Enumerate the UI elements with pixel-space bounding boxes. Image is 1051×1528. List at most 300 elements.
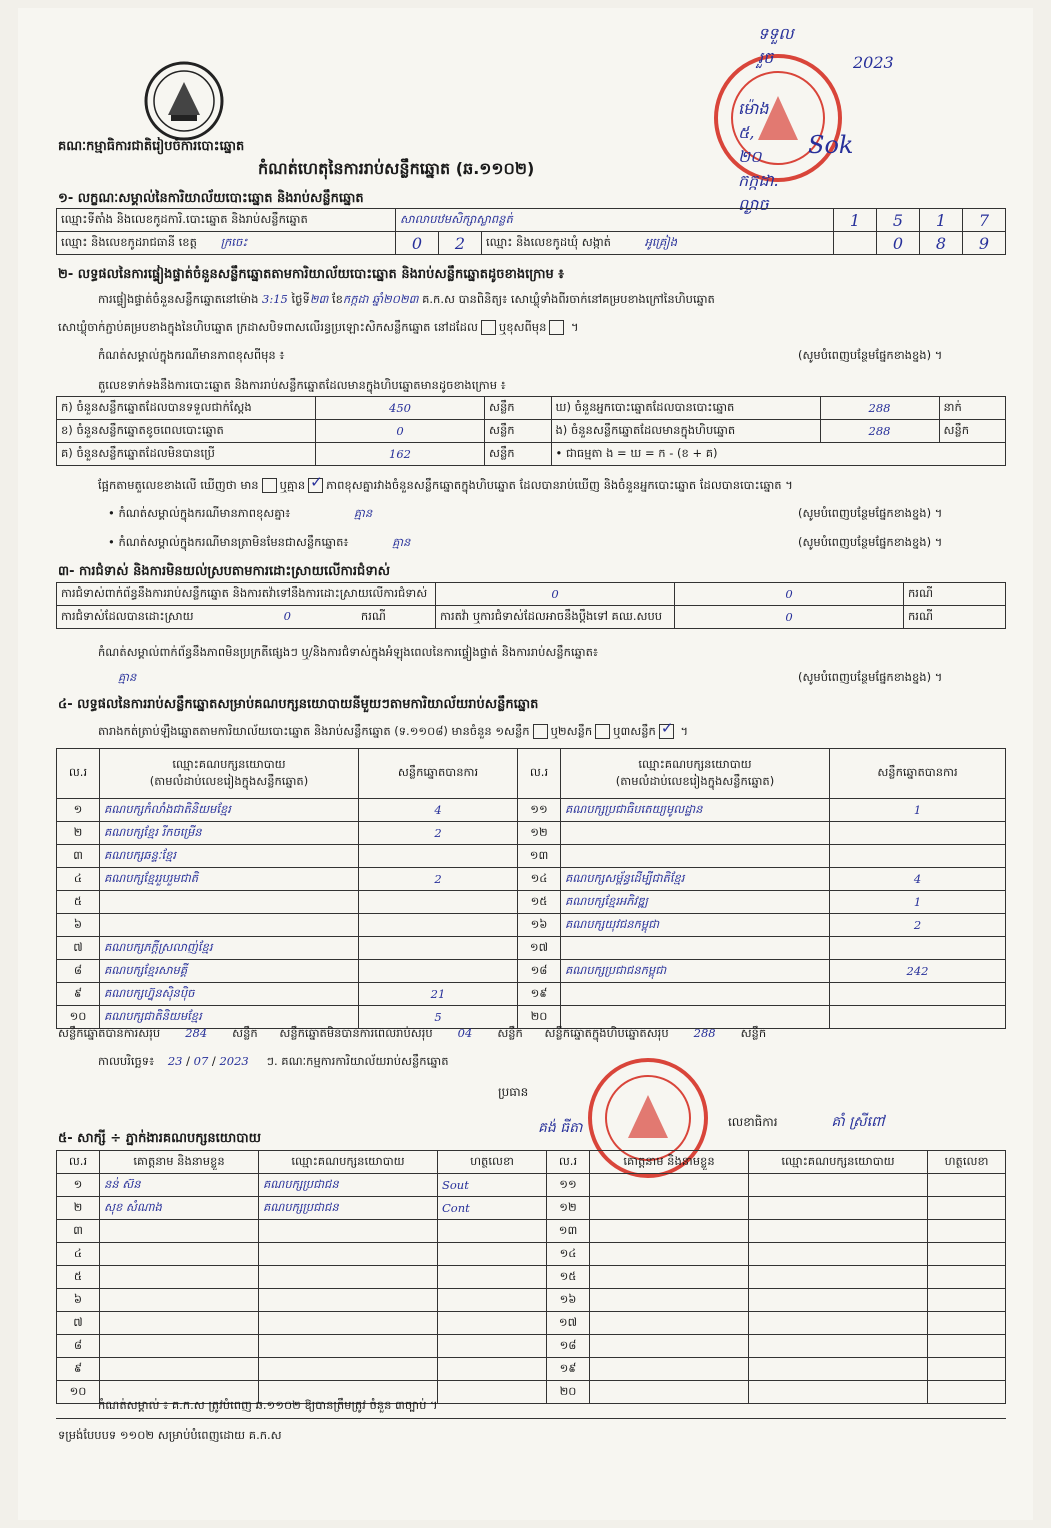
seal-note-line — [108, 535, 410, 552]
party-no: ១៣ — [518, 845, 561, 868]
formula-note: • ជាធម្មតា ង = ឃ = ក - (ខ + គ) — [551, 443, 1006, 466]
col-votes: សន្លឹកឆ្នោតបានការ — [830, 749, 1006, 799]
witness-name — [590, 1266, 749, 1289]
party-name: គណបក្សខ្មែររួបរួមជាតិ — [100, 868, 359, 891]
col-name: គោត្តនាម និងនាមខ្លួន — [100, 1151, 259, 1174]
form-note: ទម្រង់បែបបទ ១១០២ សម្រាប់បំពេញដោយ គ.ក.ស — [58, 1428, 282, 1442]
office-code-digit: 5 — [877, 209, 920, 232]
party-votes: 2 — [359, 868, 518, 891]
section-4-heading: ៤- លទ្ធផលនៃការរាប់សន្លឹកឆ្នោតសម្រាប់គណបក្សនយោបាយនីមួយៗតាមការិយាល័យរាប់សន្លឹកឆ្នោត — [58, 697, 539, 712]
ballot-figures-table — [56, 396, 1006, 466]
party-no: ១៦ — [518, 914, 561, 937]
party-no: ១៧ — [518, 937, 561, 960]
section-3-heading: ៣- ការជំទាស់ និងការមិនយល់ស្របតាមការដោះស្រាយលើការជំទាស់ — [58, 564, 390, 579]
discrepancy-text: ភាពខុសគ្នារវាងចំនួនសន្លឹកឆ្នោតក្នុងហិបឆ្នោត ដែលបានរាប់ឃើញ និងចំនួនអ្នកបោះឆ្នោត ដែលបានបោះឆ្នោត ។ — [326, 478, 793, 492]
party-no: ១៤ — [518, 868, 561, 891]
witness-no: ៧ — [57, 1312, 100, 1335]
party-name: គណបក្សយុវជនកម្ពុជា — [561, 914, 830, 937]
seal-note-label: • កំណត់សម្គាល់ក្នុងករណីមានត្រាមិនមែនជាសន្លឹកឆ្នោត៖ — [108, 535, 349, 549]
one-sheet-checkbox[interactable] — [533, 724, 548, 739]
witness-name: នន់ ស៊ន — [100, 1174, 259, 1197]
verification-day: ២៣ — [309, 292, 329, 306]
office-code-digit: 1 — [834, 209, 877, 232]
witness-name — [100, 1266, 259, 1289]
party-no: ៣ — [57, 845, 100, 868]
verification-month: កក្កដា ឆ្នាំ២០២៣ — [342, 292, 419, 306]
party-result-row — [57, 822, 1006, 845]
committee-label: ៗ. គណៈកម្មការការិយាល័យរាប់សន្លឹកឆ្នោត — [266, 1054, 449, 1068]
witness-signature — [928, 1266, 1006, 1289]
col-party-title: ឈ្មោះគណបក្សនយោបាយ — [638, 756, 752, 771]
party-votes — [359, 937, 518, 960]
figure-label: ក) ចំនួនសន្លឹកឆ្នោតដែលបានទទួលជាក់ស្តែង — [57, 397, 316, 420]
party-name — [561, 822, 830, 845]
complaints-label: ការជំទាស់ពាក់ព័ន្ធនឹងការរាប់សន្លឹកឆ្នោត និងការតវ៉ាទៅនឹងការដោះស្រាយលើការជំទាស់ — [57, 583, 436, 606]
col-no: ល.រ — [518, 749, 561, 799]
witness-name — [590, 1243, 749, 1266]
verification-time-label: ការផ្ទៀងផ្ទាត់ចំនួនសន្លឹកឆ្នោតនៅម៉ោង — [98, 292, 259, 306]
witness-row — [57, 1174, 1006, 1197]
date-label: កាលបរិច្ឆេទ៖ — [98, 1054, 155, 1068]
fill-hint: (សូមបំពេញបន្ថែមផ្នែកខាងខ្នង) ។ — [798, 506, 943, 520]
figure-value: 288 — [820, 420, 939, 443]
witness-no: ១៥ — [547, 1266, 590, 1289]
witness-name — [590, 1220, 749, 1243]
invalid-total-value: 04 — [457, 1026, 473, 1040]
party-no: ២០ — [518, 1006, 561, 1029]
president-name: គង់ ធីតា — [538, 1120, 583, 1136]
witness-row — [57, 1335, 1006, 1358]
province-code-digit: 2 — [439, 232, 482, 255]
witness-no: ១៦ — [547, 1289, 590, 1312]
party-votes: 1 — [830, 799, 1006, 822]
discrepancy-no-checkbox[interactable] — [308, 478, 323, 493]
party-no: ១៨ — [518, 960, 561, 983]
witness-signature: Cont — [438, 1197, 547, 1220]
witness-no: ៦ — [57, 1289, 100, 1312]
date-line: កាលបរិច្ឆេទ៖ 23 / 07 / 2023 ៗ. គណៈកម្មការការិយាល័យរាប់សន្លឹកឆ្នោត — [98, 1054, 449, 1068]
witness-signature — [928, 1335, 1006, 1358]
party-result-row — [57, 983, 1006, 1006]
witness-no: ១៨ — [547, 1335, 590, 1358]
diff-note-value: គ្មាន — [353, 506, 373, 520]
verification-text: គ.ក.ស បានពិនិត្យ៖ សោឃ្លុំទាំងពីរចាក់នៅគម្របខាងក្រៅនៃហិបឆ្នោត — [422, 292, 715, 306]
resolved-unit: ករណី — [360, 608, 386, 623]
party-name: គណបក្សខ្មែរសាមគ្គី — [100, 960, 359, 983]
col-votes: សន្លឹកឆ្នោតបានការ — [359, 749, 518, 799]
different-label: ឬខុសពីមុន — [498, 320, 547, 334]
witness-name — [100, 1335, 259, 1358]
witness-no: ១១ — [547, 1174, 590, 1197]
witness-party — [259, 1289, 438, 1312]
witness-name — [590, 1335, 749, 1358]
witness-party — [749, 1197, 928, 1220]
party-votes — [830, 822, 1006, 845]
secretary-label: លេខាធិការ — [728, 1115, 778, 1129]
party-no: ៩ — [57, 983, 100, 1006]
party-no: ១៩ — [518, 983, 561, 1006]
col-no: ល.រ — [57, 749, 100, 799]
witness-name — [100, 1312, 259, 1335]
resolved-cell — [57, 606, 436, 629]
witness-no: ៨ — [57, 1335, 100, 1358]
invalid-total-label: សន្លឹកឆ្នោតមិនបានការពេលរាប់សរុប — [279, 1026, 433, 1040]
fill-hint: (សូមបំពេញបន្ថែមផ្នែកខាងខ្នង) ។ — [798, 670, 943, 684]
witness-party: គណបក្សប្រជាជន — [259, 1197, 438, 1220]
appeal-value: 0 — [675, 606, 904, 629]
date-day: 23 — [167, 1054, 183, 1068]
one-sheet-label: តារាងកត់ត្រាប់ឡឹងឆ្នោតតាមការិយាល័យបោះឆ្នោត និងរាប់សន្លឹកឆ្នោត (ទ.១១០៨) មានចំនួន ១សន្លឹក — [98, 724, 530, 738]
tally-sheet-line: តារាងកត់ត្រាប់ឡឹងឆ្នោតតាមការិយាល័យបោះឆ្នោត និងរាប់សន្លឹកឆ្នោត (ទ.១១០៨) មានចំនួន ១សន្លឹក ឬ២សន្លឹក ឬ៣សន្លឹក✓ ។ — [98, 724, 688, 741]
verification-line-1 — [98, 292, 715, 309]
witness-no: ១ — [57, 1174, 100, 1197]
box-total-value: 288 — [693, 1026, 716, 1040]
witness-party — [749, 1312, 928, 1335]
party-name — [561, 937, 830, 960]
witness-signature — [928, 1243, 1006, 1266]
complaints-unit: ករណី — [904, 583, 1006, 606]
discrepancy-check-line — [98, 478, 793, 495]
province-code-digit: 0 — [396, 232, 439, 255]
witness-no: ១២ — [547, 1197, 590, 1220]
witness-party — [259, 1243, 438, 1266]
party-name — [100, 914, 359, 937]
figure-value: 162 — [316, 443, 485, 466]
president-label: ប្រធាន — [498, 1085, 529, 1099]
difference-note-label: កំណត់សម្គាល់ក្នុងករណីមានភាពខុសពីមុន ៖ — [98, 348, 285, 362]
figure-unit: នាក់ — [939, 397, 1006, 420]
party-result-row — [57, 960, 1006, 983]
resolved-value: 0 — [283, 608, 291, 623]
province-value: ក្រចេះ — [220, 234, 248, 249]
figure-label: គ) ចំនួនសន្លឹកឆ្នោតដែលមិនបានប្រើ — [57, 443, 316, 466]
fill-hint: (សូមបំពេញបន្ថែមផ្នែកខាងខ្នង) ។ — [798, 535, 943, 549]
col-name: គោត្តនាម និងនាមខ្លួន — [590, 1151, 749, 1174]
witness-name — [590, 1312, 749, 1335]
party-name — [561, 845, 830, 868]
witness-signature — [928, 1358, 1006, 1381]
witness-row — [57, 1243, 1006, 1266]
party-no: ១៥ — [518, 891, 561, 914]
valid-total-label: សន្លឹកឆ្នោតបានការសរុប — [58, 1026, 161, 1040]
party-no: ១ — [57, 799, 100, 822]
col-no: ល.រ — [547, 1151, 590, 1174]
party-name: គណបក្សជាតិនិយមខ្មែរ — [100, 1006, 359, 1029]
received-time: ម៉ោង ៥, ២០ កក្កដា. ល្ងាច — [738, 99, 779, 214]
figure-value: 450 — [316, 397, 485, 420]
verification-text-2: សោឃ្លុំចាក់ភ្ជាប់គម្របខាងក្នុងនៃហិបឆ្នោត ក្រដាសបិទពាសលើរន្ធប្រឡោះសិកសន្លឹកឆ្នោត នៅដដែល — [58, 320, 478, 334]
party-no: ១២ — [518, 822, 561, 845]
different-checkbox[interactable] — [549, 320, 564, 335]
complaints-table — [56, 582, 1006, 629]
valid-total-unit: សន្លឹក — [232, 1026, 258, 1040]
witness-no: ២ — [57, 1197, 100, 1220]
witness-signature — [438, 1335, 547, 1358]
appeal-label: ការតវ៉ា ឬការជំទាស់ដែលអាចនឹងប្តឹងទៅ គឈ.សបប — [436, 606, 675, 629]
province-label-text: ឈ្មោះ និងលេខកូដរាជធានី ខេត្ត — [61, 234, 197, 249]
party-votes — [830, 937, 1006, 960]
irregularity-note-value: គ្មាន — [118, 670, 137, 684]
witness-no: ៩ — [57, 1358, 100, 1381]
party-name — [561, 983, 830, 1006]
witness-signature — [438, 1243, 547, 1266]
witness-signature: Sout — [438, 1174, 547, 1197]
nec-emblem-icon — [143, 60, 225, 142]
party-no: ២ — [57, 822, 100, 845]
witness-name — [590, 1197, 749, 1220]
party-name — [100, 891, 359, 914]
secretary-line — [728, 1112, 884, 1133]
two-sheet-label: ឬ២សន្លឹក — [550, 724, 593, 738]
witness-row — [57, 1358, 1006, 1381]
party-votes — [830, 1006, 1006, 1029]
secretary-name: គាំ ស្រីពៅ — [831, 1114, 885, 1130]
party-name: គណបក្សប្រជាធិបតេយ្យមូលដ្ឋាន — [561, 799, 830, 822]
witness-signature — [928, 1197, 1006, 1220]
party-no: ១១ — [518, 799, 561, 822]
commune-value: អូគ្រៀង — [644, 234, 678, 249]
received-word: ទទួលរួច — [758, 24, 794, 67]
three-sheet-checkbox[interactable] — [659, 724, 674, 739]
divider — [56, 1418, 1006, 1419]
discrepancy-yes-checkbox[interactable] — [262, 478, 277, 493]
witness-signature — [438, 1312, 547, 1335]
witness-name — [100, 1289, 259, 1312]
province-label — [57, 232, 396, 255]
col-party — [100, 749, 359, 799]
party-result-row — [57, 845, 1006, 868]
party-votes: 4 — [830, 868, 1006, 891]
verification-time: 3:15 — [262, 292, 288, 306]
party-votes: 2 — [830, 914, 1006, 937]
party-votes — [359, 914, 518, 937]
party-name: គណបក្សខ្មែរអភិវឌ្ឍ — [561, 891, 830, 914]
witness-signature — [438, 1358, 547, 1381]
col-party-sub: (តាមលំដាប់លេខរៀងក្នុងសន្លឹកឆ្នោត) — [149, 773, 309, 788]
witness-no: ១០ — [57, 1381, 100, 1404]
party-name: គណបក្សកំលាំងជាតិនិយមខ្មែរ — [100, 799, 359, 822]
office-label: ឈ្មោះទីតាំង និងលេខកូដការិ.បោះឆ្នោត និងរាប់សន្លឹកឆ្នោត — [57, 209, 396, 232]
party-no: ១០ — [57, 1006, 100, 1029]
party-name: គណបក្សប្រជាជនកម្ពុជា — [561, 960, 830, 983]
witness-row — [57, 1220, 1006, 1243]
witness-signature — [438, 1381, 547, 1404]
figure-unit: សន្លឹក — [485, 443, 552, 466]
witness-signature — [438, 1220, 547, 1243]
commune-code-digit: 9 — [963, 232, 1006, 255]
section-2-heading: ២- លទ្ធផលនៃការផ្ទៀងផ្ទាត់ចំនួនសន្លឹកឆ្នោតតាមការិយាល័យបោះឆ្នោត និងរាប់សន្លឹកឆ្នោតដូចខាងក្រោម ៖ — [58, 267, 564, 282]
witness-party — [749, 1174, 928, 1197]
commune-label — [482, 232, 834, 255]
valid-total-value: 284 — [185, 1026, 208, 1040]
office-code-digit: 7 — [963, 209, 1006, 232]
same-checkbox[interactable] — [481, 320, 496, 335]
witness-signature — [928, 1220, 1006, 1243]
election-form-page — [18, 8, 1033, 1520]
verification-day-label: ថ្ងៃទី — [291, 292, 310, 306]
seal-note-value: គ្មាន — [392, 535, 411, 549]
discrepancy-no-label: ឬគ្មាន — [279, 478, 306, 492]
office-code-digit: 1 — [920, 209, 963, 232]
figure-unit: សន្លឹក — [485, 397, 552, 420]
form-title: កំណត់ហេតុនៃការរាប់សន្លឹកឆ្នោត (ឆ.១១០២) — [258, 159, 535, 178]
col-signature: ហត្ថលេខា — [438, 1151, 547, 1174]
party-votes — [359, 960, 518, 983]
section-1-heading: ១- លក្ខណៈសម្គាល់នៃការិយាល័យបោះឆ្នោត និងរាប់សន្លឹកឆ្នោត — [58, 191, 364, 206]
footnote: កំណត់សម្គាល់ ៖ គ.ក.ស ត្រូវបំពេញ ឆ.១១០២ ឱ្យបានត្រឹមត្រូវ ចំនួន ៣ច្បាប់ ។ — [98, 1398, 438, 1412]
party-no: ៤ — [57, 868, 100, 891]
section-5-heading: ៥- សាក្សី ÷ ភ្នាក់ងារគណបក្សនយោបាយ — [58, 1131, 261, 1146]
date-year: 2023 — [219, 1054, 249, 1068]
witness-name — [590, 1381, 749, 1404]
figure-value: 288 — [820, 397, 939, 420]
commune-label-text: ឈ្មោះ និងលេខកូដឃុំ សង្កាត់ — [486, 234, 611, 249]
col-party-sub: (តាមលំដាប់លេខរៀងក្នុងសន្លឹកឆ្នោត) — [615, 773, 775, 788]
received-signature: Sok — [808, 131, 854, 159]
col-party-title: ឈ្មោះគណបក្សនយោបាយ — [172, 756, 286, 771]
diff-note-line — [108, 506, 372, 523]
witness-name — [590, 1174, 749, 1197]
commune-code-spacer — [834, 232, 877, 255]
witness-signature — [928, 1289, 1006, 1312]
verification-month-label: ខែ — [331, 292, 343, 306]
witness-party — [749, 1358, 928, 1381]
col-party: ឈ្មោះគណបក្សនយោបាយ — [259, 1151, 438, 1174]
witness-row — [57, 1289, 1006, 1312]
irregularity-note-label: កំណត់សម្គាល់ពាក់ព័ន្ធនឹងភាពមិនប្រក្រតីផ្សេងៗ ឬ/និងការជំទាស់ក្នុងអំឡុងពេលនៃការផ្ទៀងផ្ទាត់ និងការរាប់សន្លឹកឆ្នោត៖ — [98, 645, 598, 659]
figure-unit: សន្លឹក — [939, 420, 1006, 443]
office-value: សាលាបឋមសិក្សាស្លាពន្លត់ — [396, 209, 834, 232]
col-no: ល.រ — [57, 1151, 100, 1174]
party-no: ៦ — [57, 914, 100, 937]
party-votes: 5 — [359, 1006, 518, 1029]
complaints-value: 0 — [436, 583, 675, 606]
org-name: គណៈកម្មាធិការជាតិរៀបចំការបោះឆ្នោត — [58, 139, 245, 154]
party-no: ៨ — [57, 960, 100, 983]
witness-name — [590, 1289, 749, 1312]
figure-value: 0 — [316, 420, 485, 443]
party-no: ៧ — [57, 937, 100, 960]
party-result-row — [57, 799, 1006, 822]
witness-no: ៥ — [57, 1266, 100, 1289]
party-votes — [830, 845, 1006, 868]
party-votes: 1 — [830, 891, 1006, 914]
witness-party — [749, 1335, 928, 1358]
party-result-row — [57, 914, 1006, 937]
party-name: គណបក្សហ្វ៊ុនស៊ិនប៉ិច — [100, 983, 359, 1006]
box-total-unit: សន្លឹក — [740, 1026, 767, 1040]
verification-line-2: សោឃ្លុំចាក់ភ្ជាប់គម្របខាងក្នុងនៃហិបឆ្នោត ក្រដាសបិទពាសលើរន្ធប្រឡោះសិកសន្លឹកឆ្នោត នៅដដែល ឬខុសពីមុន ។ — [58, 320, 579, 334]
witness-party — [749, 1289, 928, 1312]
party-votes: 242 — [830, 960, 1006, 983]
figure-label: ឃ) ចំនួនអ្នកបោះឆ្នោតដែលបានបោះឆ្នោត — [551, 397, 820, 420]
witness-no: ២០ — [547, 1381, 590, 1404]
col-party — [561, 749, 830, 799]
witness-name — [100, 1220, 259, 1243]
witness-name — [590, 1358, 749, 1381]
party-name: គណបក្សឆន្ទៈខ្មែរ — [100, 845, 359, 868]
figure-label: ង) ចំនួនសន្លឹកឆ្នោតដែលមានក្នុងហិបឆ្នោត — [551, 420, 820, 443]
polling-station-table — [56, 208, 1006, 255]
party-name: គណបក្សខ្មែរ រីកចម្រើន — [100, 822, 359, 845]
witness-signature — [438, 1266, 547, 1289]
three-sheet-label: ឬ៣សន្លឹក — [613, 724, 656, 738]
party-votes — [359, 891, 518, 914]
witness-signature — [928, 1174, 1006, 1197]
diff-note-label: • កំណត់សម្គាល់ក្នុងករណីមានភាពខុសគ្នា៖ — [108, 506, 291, 520]
witness-party — [259, 1220, 438, 1243]
two-sheet-checkbox[interactable] — [595, 724, 610, 739]
witness-party — [259, 1266, 438, 1289]
witness-name — [100, 1243, 259, 1266]
party-votes: 4 — [359, 799, 518, 822]
party-no: ៥ — [57, 891, 100, 914]
date-month: 07 — [193, 1054, 209, 1068]
party-name: គណបក្សភក្តីស្រលាញ់ខ្មែរ — [100, 937, 359, 960]
witness-signature — [438, 1289, 547, 1312]
witness-no: ១៧ — [547, 1312, 590, 1335]
witness-no: ៤ — [57, 1243, 100, 1266]
figure-label: ខ) ចំនួនសន្លឹកឆ្នោតខូចពេលបោះឆ្នោត — [57, 420, 316, 443]
party-result-row — [57, 937, 1006, 960]
complaints-value-2: 0 — [675, 583, 904, 606]
witness-name — [100, 1358, 259, 1381]
witness-no: ១៩ — [547, 1358, 590, 1381]
discrepancy-yes-label: ផ្អែកតាមតួលេខខាងលើ ឃើញថា មាន — [98, 478, 259, 492]
party-votes: 21 — [359, 983, 518, 1006]
witness-row — [57, 1197, 1006, 1220]
witness-no: ១៤ — [547, 1243, 590, 1266]
witness-table — [56, 1150, 1006, 1404]
commune-code-digit: 8 — [920, 232, 963, 255]
witness-party — [259, 1312, 438, 1335]
party-name: គណបក្សសម្ព័ន្ធដើម្បីជាតិខ្មែរ — [561, 868, 830, 891]
party-votes — [830, 983, 1006, 1006]
witness-party — [749, 1381, 928, 1404]
witness-party: គណបក្សប្រជាជន — [259, 1174, 438, 1197]
party-results-table — [56, 748, 1006, 1029]
witness-no: ៣ — [57, 1220, 100, 1243]
witness-party — [749, 1243, 928, 1266]
commune-code-digit: 0 — [877, 232, 920, 255]
figures-intro: តួលេខទាក់ទងនឹងការបោះឆ្នោត និងការរាប់សន្លឹកឆ្នោតដែលមានក្នុងហិបឆ្នោតមានដូចខាងក្រោម ៖ — [98, 378, 506, 392]
witness-no: ១៣ — [547, 1220, 590, 1243]
party-votes: 2 — [359, 822, 518, 845]
party-result-row — [57, 868, 1006, 891]
witness-signature — [928, 1312, 1006, 1335]
witness-signature — [928, 1381, 1006, 1404]
witness-party — [259, 1358, 438, 1381]
totals-line — [58, 1026, 766, 1043]
col-party: ឈ្មោះគណបក្សនយោបាយ — [749, 1151, 928, 1174]
figure-unit: សន្លឹក — [485, 420, 552, 443]
party-result-row — [57, 891, 1006, 914]
appeal-unit: ករណី — [904, 606, 1006, 629]
witness-row — [57, 1266, 1006, 1289]
witness-party — [749, 1220, 928, 1243]
witness-row — [57, 1312, 1006, 1335]
received-year: 2023 — [853, 53, 894, 72]
col-signature: ហត្ថលេខា — [928, 1151, 1006, 1174]
fill-hint: (សូមបំពេញបន្ថែមផ្នែកខាងខ្នង) ។ — [798, 348, 943, 362]
witness-party — [259, 1335, 438, 1358]
box-total-label: សន្លឹកឆ្នោតក្នុងហិបឆ្នោតសរុប — [544, 1026, 669, 1040]
resolved-label: ការជំទាស់ដែលបានដោះស្រាយ — [61, 608, 194, 623]
party-votes — [359, 845, 518, 868]
witness-party — [749, 1266, 928, 1289]
witness-name: សុខ សំណាង — [100, 1197, 259, 1220]
invalid-total-unit: សន្លឹក — [497, 1026, 523, 1040]
